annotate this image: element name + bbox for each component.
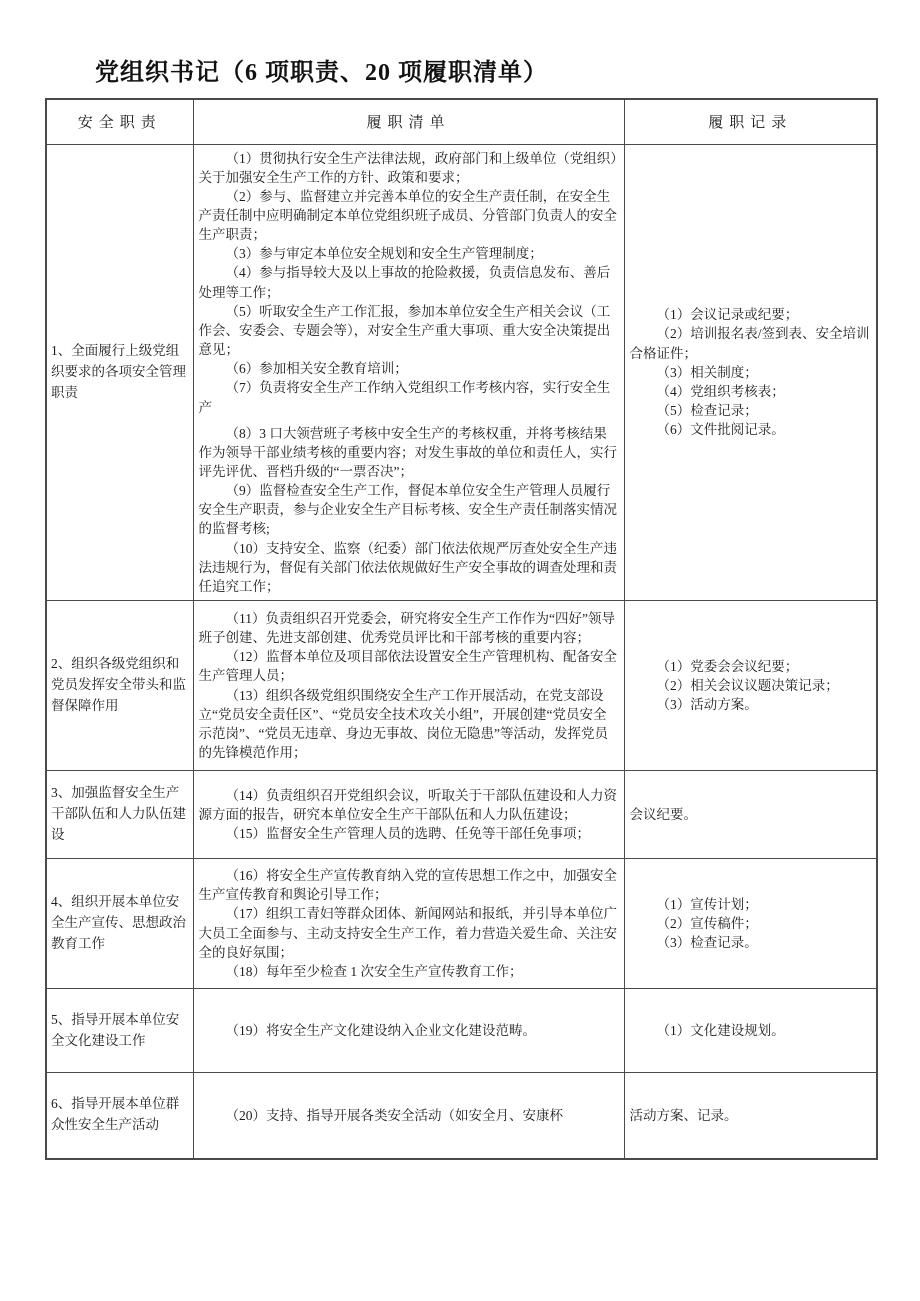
list-paragraph: （17）组织工青妇等群众团体、新闻网站和报纸，并引导本单位广大员工全面参与、主动支持安全生产工作，着力营造关爱生命、关注安全的良好氛围； — [198, 906, 617, 960]
list-paragraph: （4）参与指导较大及以上事故的抢险救援，负责信息发布、善后处理等工作； — [198, 265, 611, 300]
duties-table — [45, 98, 878, 1160]
list-paragraph: （18）每年至少检查 1 次安全生产宣传教育工作； — [225, 963, 523, 979]
table-row — [46, 1073, 877, 1159]
list-paragraph: （3）活动方案。 — [656, 697, 758, 713]
records-cell — [624, 989, 877, 1073]
duty-cell: 5、指导开展本单位安全文化建设工作 — [46, 989, 193, 1073]
list-paragraph: （1）党委会会议纪要； — [656, 658, 799, 674]
list-paragraph: （20）支持、指导开展各类安全活动（如安全月、安康杯 — [225, 1107, 563, 1123]
table-row — [46, 771, 877, 859]
list-paragraph: （7）负责将安全生产工作纳入党组织工作考核内容，实行安全生产 — [198, 380, 611, 415]
list-paragraph: （6）文件批阅记录。 — [656, 422, 785, 438]
records-cell — [624, 601, 877, 771]
table-header-row — [46, 99, 877, 144]
table-row — [46, 989, 877, 1073]
checklist-cell — [193, 989, 624, 1073]
checklist-cell — [193, 601, 624, 771]
table-row — [46, 144, 877, 601]
records-cell — [624, 144, 877, 601]
list-paragraph: （11）负责组织召开党委会，研究将安全生产工作作为“四好”领导班子创建、先进支部创建、优秀党员评比和干部考核的重要内容； — [198, 610, 615, 646]
list-paragraph: （1）贯彻执行安全生产法律法规，政府部门和上级单位（党组织）关于加强安全生产工作的方针、政策和要求； — [198, 150, 617, 185]
records-cell — [624, 1073, 877, 1159]
duty-cell: 3、加强监督安全生产干部队伍和人力队伍建设 — [46, 771, 193, 859]
duty-cell: 4、组织开展本单位安全生产宣传、思想政治教育工作 — [46, 859, 193, 989]
checklist-cell — [193, 144, 624, 601]
list-paragraph: （19）将安全生产文化建设纳入企业文化建设范畴。 — [225, 1023, 536, 1039]
list-paragraph: （2）培训报名表/签到表、安全培训合格证件； — [629, 326, 870, 361]
list-paragraph: （12）监督本单位及项目部依法设置安全生产管理机构、配备安全生产管理人员； — [198, 649, 617, 684]
page-title: 党组织书记（6 项职责、20 项履职清单） — [95, 60, 548, 86]
list-paragraph: （5）听取安全生产工作汇报，参加本单位安全生产相关会议（工作会、安委会、专题会等），对安全生产重大事项、重大安全决策提出意见； — [198, 303, 611, 358]
list-paragraph: （9）监督检查安全生产工作，督促本单位安全生产管理人员履行安全生产职责，参与企业安全生产目标考核、安全生产责任制落实情况的监督考核; — [198, 483, 617, 537]
list-paragraph: （4）党组织考核表； — [656, 383, 785, 399]
duty-cell: 2、组织各级党组织和党员发挥安全带头和监督保障作用 — [46, 601, 193, 771]
header-cell-checklist: 履职清单 — [193, 99, 624, 144]
duty-cell: 6、指导开展本单位群众性安全生产活动 — [46, 1073, 193, 1159]
list-paragraph: （2）参与、监督建立并完善本单位的安全生产责任制，在安全生产责任制中应明确制定本单位党组织班子成员、分管部门负责人的安全生产职责； — [198, 188, 617, 243]
checklist-cell — [193, 859, 624, 989]
header-cell-records: 履职记录 — [624, 99, 877, 144]
list-paragraph: （1）文化建设规划。 — [656, 1023, 785, 1039]
records-cell — [624, 859, 877, 989]
list-paragraph: （14）负责组织召开党组织会议，听取关于干部队伍建设和人力资源方面的报告，研究本单位安全生产干部队伍和人力队伍建设； — [198, 787, 617, 823]
list-paragraph: （1）会议记录或纪要； — [656, 307, 799, 323]
list-paragraph: （1）宣传计划； — [656, 896, 758, 912]
checklist-cell — [193, 1073, 624, 1159]
duty-cell: 1、全面履行上级党组织要求的各项安全管理职责 — [46, 144, 193, 601]
list-paragraph: 会议纪要。 — [629, 807, 697, 823]
list-paragraph: （8）3 口大领营班子考核中安全生产的考核权重，并将考核结果作为领导干部业绩考核的重要内容；对发生事故的单位和责任人，实行评先评优、晋档升级的“一票否决”； — [198, 425, 617, 479]
records-cell — [624, 771, 877, 859]
checklist-cell — [193, 771, 624, 859]
list-paragraph: 活动方案、记录。 — [629, 1107, 738, 1123]
list-paragraph: （2）宣传稿件； — [656, 916, 758, 932]
list-paragraph: （13）组织各级党组织围绕安全生产工作开展活动，在党支部设立“党员安全责任区”、“党员安全技术攻关小组”，开展创建“党员安全示范岗”、“党员无违章、身边无事故、岗位无隐患”等活动，发挥党员的先锋模范作用； — [198, 687, 608, 761]
list-paragraph: （10）支持安全、监察（纪委）部门依法依规严厉查处安全生产违法违规行为，督促有关部门依法依规做好生产安全事故的调查处理和责任追究工作； — [198, 540, 617, 594]
list-paragraph: （2）相关会议议题决策记录； — [656, 678, 839, 694]
list-paragraph: （16）将安全生产宣传教育纳入党的宣传思想工作之中，加强安全生产宣传教育和舆论引导工作； — [198, 868, 617, 903]
list-paragraph: （3）检查记录。 — [656, 935, 758, 951]
list-paragraph: （3）参与审定本单位安全规划和安全生产管理制度； — [225, 246, 543, 262]
list-paragraph: （3）相关制度； — [656, 364, 758, 380]
header-cell-duty: 安全职责 — [46, 99, 193, 144]
list-paragraph: （5）检查记录； — [656, 403, 758, 419]
list-paragraph: （6）参加相关安全教育培训； — [225, 361, 408, 377]
table-row — [46, 601, 877, 771]
list-paragraph: （15）监督安全生产管理人员的选聘、任免等干部任免事项； — [225, 826, 590, 842]
table-row — [46, 859, 877, 989]
